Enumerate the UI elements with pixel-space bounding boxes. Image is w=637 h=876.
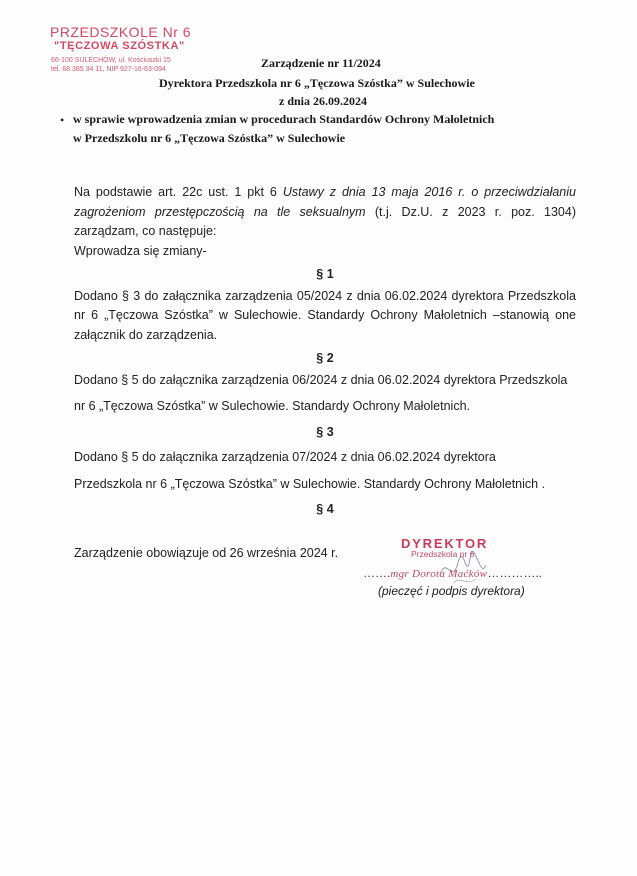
order-date: z dnia 26.09.2024	[279, 94, 368, 108]
signature-note: (pieczęć i podpis dyrektora)	[378, 584, 525, 598]
section-4-label: § 4	[316, 502, 334, 516]
section-3-line1: Dodano § 5 do załącznika zarządzenia 07/2024 z dnia 06.02.2024 dyrektora	[74, 450, 496, 464]
order-subject-line1: w sprawie wprowadzenia zmian w procedurach Standardów Ochrony Małoletnich	[73, 112, 495, 126]
section-1-text: Dodano § 3 do załącznika zarządzenia 05/2024 z dnia 06.02.2024 dyrektora Przedszkola nr 6 „Tęczowa Szóstka” w Sulechowie. Standardy Ochrony Małoletnich –stanowią one załącznik do zarządzenia.	[74, 288, 576, 342]
order-title: Zarządzenie nr 11/2024	[261, 56, 381, 70]
legal-suffix: (t.j. Dz.U. z 2023 r. poz. 1304) zarządzam, co następuje:	[74, 204, 576, 238]
stamp-phone-nip: tel. 68 385 34 11, NIP 927-16-63-094	[51, 66, 166, 73]
bullet-mark: •	[60, 113, 65, 127]
legal-act-title: Ustawy z dnia 13 maja 2016 r. o przeciwdziałaniu zagrożeniom przestępczością na tle seksualnym	[74, 185, 576, 219]
director-stamp-institution: Przedszkola nr 6	[411, 549, 475, 559]
stamp-name: PRZEDSZKOLE Nr 6	[50, 24, 192, 40]
director-stamp-title: DYREKTOR	[401, 536, 489, 551]
section-3-line2: Przedszkola nr 6 „Tęczowa Szóstka” w Sulechowie. Standardy Ochrony Małoletnich .	[74, 476, 546, 491]
director-signature-line	[363, 566, 542, 580]
legal-basis	[74, 183, 576, 242]
intro-text: Wprowadza się zmiany-	[74, 243, 207, 258]
effective-date: Zarządzenie obowiązuje od 26 września 2024 r.	[74, 545, 339, 560]
section-1-label: § 1	[316, 267, 334, 281]
section-2-line2: nr 6 „Tęczowa Szóstka” w Sulechowie. Standardy Ochrony Małoletnich.	[74, 399, 471, 413]
section-3-label: § 3	[316, 424, 334, 439]
legal-prefix: Na podstawie art. 22c ust. 1 pkt 6	[74, 185, 283, 199]
section-2-line1: Dodano § 5 do załącznika zarządzenia 06/2024 z dnia 06.02.2024 dyrektora Przedszkola	[74, 372, 568, 387]
order-issuer: Dyrektora Przedszkola nr 6 „Tęczowa Szóstka” w Sulechowie	[159, 76, 475, 90]
stamp-address: 66-100 SULECHÓW, ul. Kościuszki 15	[51, 57, 171, 64]
order-subject-line2: w Przedszkolu nr 6 „Tęczowa Szóstka” w Sulechowie	[73, 131, 346, 145]
dots-right: …………..	[487, 566, 542, 580]
section-2-label: § 2	[316, 351, 334, 365]
document-body	[74, 183, 576, 563]
institution-stamp	[50, 24, 215, 74]
dots-left: …….	[363, 566, 391, 580]
director-name: mgr Dorota Maćków	[390, 568, 488, 580]
stamp-subtitle: "TĘCZOWA SZÓSTKA"	[54, 40, 185, 52]
